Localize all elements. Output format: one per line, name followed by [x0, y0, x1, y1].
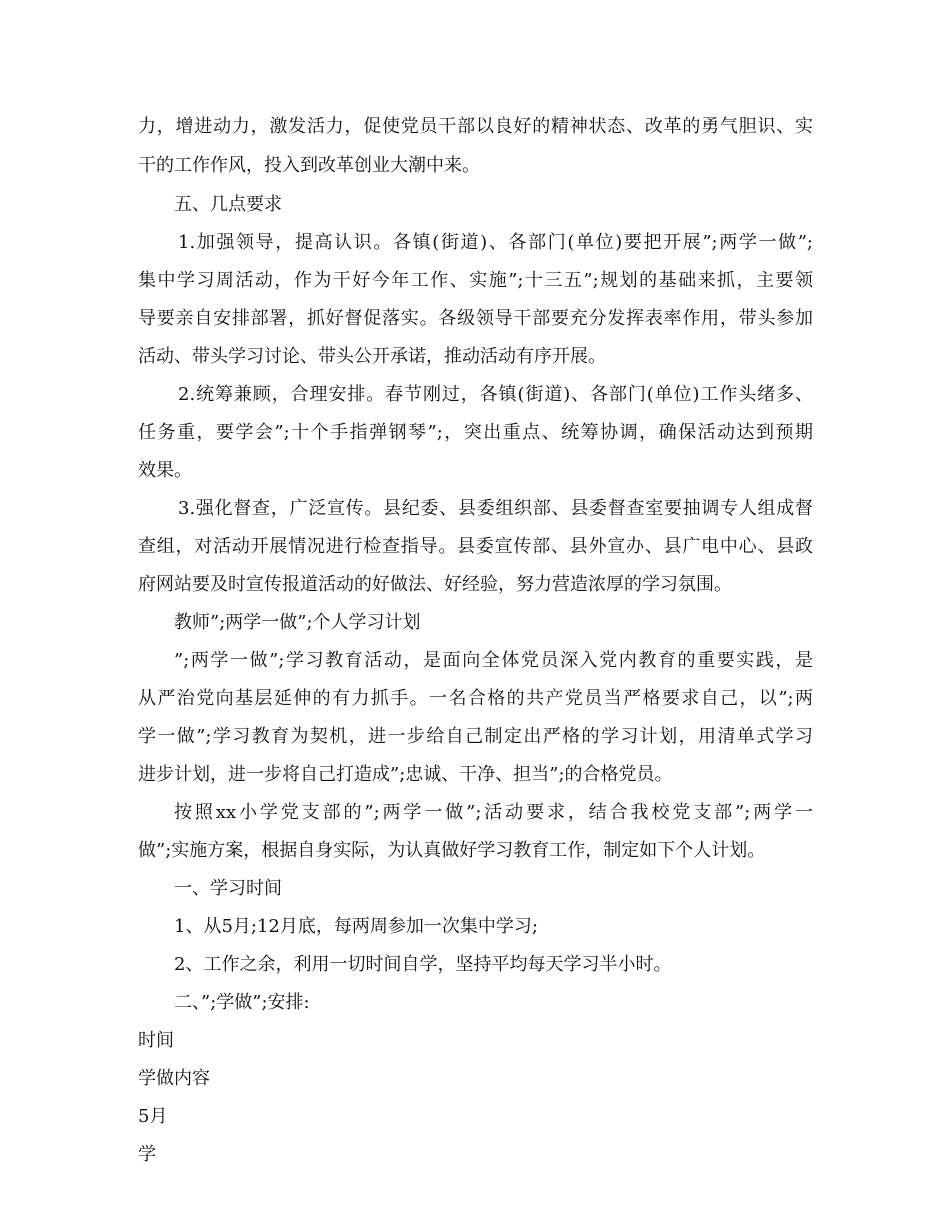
- table-cell: 学: [138, 1144, 156, 1165]
- paragraph-line: 干的工作作风，投入到改革创业大潮中来。: [138, 155, 480, 176]
- paragraph-line: 1.加强领导，提高认识。各镇(街道)、各部门(单位)要把开展”;两学一做”;: [178, 232, 813, 253]
- paragraph-line: 按照xx小学党支部的”;两学一做”;活动要求，结合我校党支部”;两学一: [174, 802, 813, 823]
- plan-title: 教师”;两学一做”;个人学习计划: [174, 612, 421, 633]
- paragraph-line: 任务重，要学会”;十个手指弹钢琴”;，突出重点、统筹协调，确保活动达到预期: [138, 422, 813, 443]
- table-cell: 学做内容: [138, 1068, 210, 1089]
- paragraph-line: 从严治党向基层延伸的有力抓手。一名合格的共产党员当严格要求自己，以”;两: [138, 688, 813, 709]
- paragraph-line: 查组，对活动开展情况进行检查指导。县委宣传部、县外宣办、县广电中心、县政: [138, 536, 813, 557]
- paragraph-line: 集中学习周活动，作为干好今年工作、实施”;十三五”;规划的基础来抓，主要领: [138, 270, 813, 291]
- paragraph-line: 导要亲自安排部署，抓好督促落实。各级领导干部要充分发挥表率作用，带头参加: [138, 308, 813, 329]
- table-cell: 5月: [138, 1106, 168, 1127]
- section-heading: 一、学习时间: [174, 878, 282, 899]
- paragraph-line: 学一做”;学习教育为契机，进一步给自己制定出严格的学习计划，用清单式学习: [138, 726, 813, 747]
- paragraph-line: 3.强化督查，广泛宣传。县纪委、县委组织部、县委督查室要抽调专人组成督: [178, 498, 813, 519]
- paragraph-line: 进步计划，进一步将自己打造成”;忠诚、干净、担当”;的合格党员。: [138, 764, 673, 785]
- table-cell: 时间: [138, 1030, 174, 1051]
- paragraph-line: 效果。: [138, 460, 192, 481]
- paragraph-line: 做”;实施方案，根据自身实际，为认真做好学习教育工作，制定如下个人计划。: [138, 840, 766, 861]
- paragraph-line: 府网站要及时宣传报道活动的好做法、好经验，努力营造浓厚的学习氛围。: [138, 574, 732, 595]
- list-item: 1、从5月;12月底，每两周参加一次集中学习;: [174, 916, 538, 937]
- section-heading: 五、几点要求: [174, 194, 282, 215]
- paragraph-line: 活动、带头学习讨论、带头公开承诺，推动活动有序开展。: [138, 346, 606, 367]
- paragraph-line: 2.统筹兼顾，合理安排。春节刚过，各镇(街道)、各部门(单位)工作头绪多、: [178, 384, 813, 405]
- paragraph-line: ”;两学一做”;学习教育活动，是面向全体党员深入党内教育的重要实践，是: [174, 650, 813, 671]
- paragraph-line: 力，增进动力，激发活力，促使党员干部以良好的精神状态、改革的勇气胆识、实: [138, 116, 813, 137]
- section-heading: 二、”;学做”;安排:: [174, 992, 310, 1013]
- list-item: 2、工作之余，利用一切时间自学，坚持平均每天学习半小时。: [174, 954, 672, 975]
